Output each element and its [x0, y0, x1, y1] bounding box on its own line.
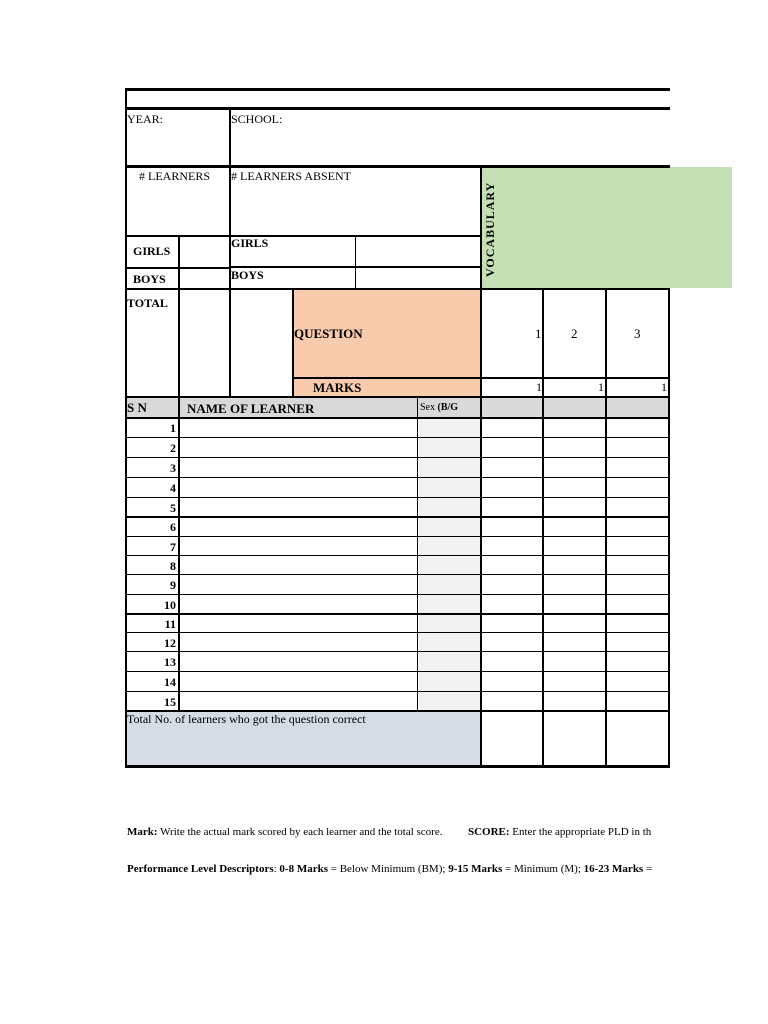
grid-line [125, 613, 670, 615]
grid-line [125, 288, 229, 290]
grid-line [125, 88, 670, 91]
year-label: YEAR: [127, 112, 163, 126]
sex-column-fill [419, 417, 481, 710]
row-number: 2 [170, 441, 176, 455]
question-number-2: 2 [571, 326, 578, 341]
learners-absent-label: # LEARNERS ABSENT [231, 169, 352, 183]
grid-line [605, 288, 607, 768]
grid-line [125, 651, 670, 652]
mark-instructions: Mark: Write the actual mark scored by each learner and the total score. SCORE: Enter the appropriate PLD in th [127, 826, 652, 838]
grid-line [480, 167, 482, 768]
grid-line [355, 235, 356, 288]
boys-absent-label: BOYS [231, 268, 264, 282]
row-number: 3 [170, 461, 176, 475]
grid-line [125, 671, 670, 672]
school-label: SCHOOL: [231, 112, 283, 126]
marks-label: MARKS [313, 380, 362, 395]
question-label: QUESTION [294, 326, 363, 341]
grid-line [125, 396, 670, 398]
row-number: 7 [170, 540, 176, 554]
grid-line [178, 235, 180, 398]
total-correct-label: Total No. of learners who got the question correct [127, 712, 366, 726]
row-number: 14 [164, 675, 176, 689]
question-number-1: 1 [535, 326, 542, 341]
grid-line [229, 107, 231, 398]
row-number: 8 [170, 559, 176, 573]
grid-line [125, 536, 670, 537]
grid-line [125, 107, 670, 110]
boys-label: BOYS [133, 272, 166, 286]
grid-line [125, 235, 229, 237]
row-number: 6 [170, 520, 176, 534]
sex-header: Sex (B/G [420, 402, 459, 413]
girls-label: GIRLS [133, 244, 171, 258]
row-number: 12 [164, 636, 176, 650]
performance-level-descriptors: Performance Level Descriptors: 0-8 Marks = Below Minimum (BM); 9-15 Marks = Minimum (M); 16-23 Marks = [127, 863, 653, 875]
vocabulary-title: VOCABULARY [483, 181, 497, 277]
grid-line [125, 765, 670, 768]
grid-line [292, 377, 670, 379]
grid-line [125, 477, 670, 478]
grid-line [125, 632, 670, 633]
learners-label: # LEARNERS [139, 169, 211, 183]
grid-line [125, 88, 127, 768]
row-number: 13 [164, 655, 176, 669]
grid-line [125, 497, 670, 498]
row-number: 5 [170, 501, 176, 515]
grid-line [125, 691, 670, 692]
row-number: 9 [170, 578, 176, 592]
grid-line [542, 288, 544, 768]
mark-value-2: 1 [598, 380, 604, 394]
total-label: TOTAL [127, 296, 168, 310]
grid-line [125, 516, 670, 518]
grid-line [229, 288, 670, 290]
row-number: 10 [164, 598, 176, 612]
mark-value-3: 1 [661, 380, 667, 394]
grid-line [125, 417, 670, 419]
sn-header: S N [127, 400, 147, 415]
grid-line [125, 594, 670, 595]
girls-absent-label: GIRLS [231, 236, 269, 250]
row-number: 15 [164, 695, 176, 709]
grid-line [292, 288, 294, 398]
grid-line [125, 267, 229, 269]
grid-line [125, 457, 670, 458]
row-number: 1 [170, 421, 176, 435]
grid-line [125, 165, 670, 168]
question-number-3: 3 [634, 326, 641, 341]
grid-line [125, 574, 670, 575]
grid-line [125, 437, 670, 438]
row-number: 11 [164, 617, 176, 631]
row-number: 4 [170, 481, 176, 495]
mark-value-1: 1 [536, 380, 542, 394]
name-of-learner-header: NAME OF LEARNER [187, 401, 315, 416]
grid-line [125, 555, 670, 556]
grid-line [668, 288, 670, 768]
